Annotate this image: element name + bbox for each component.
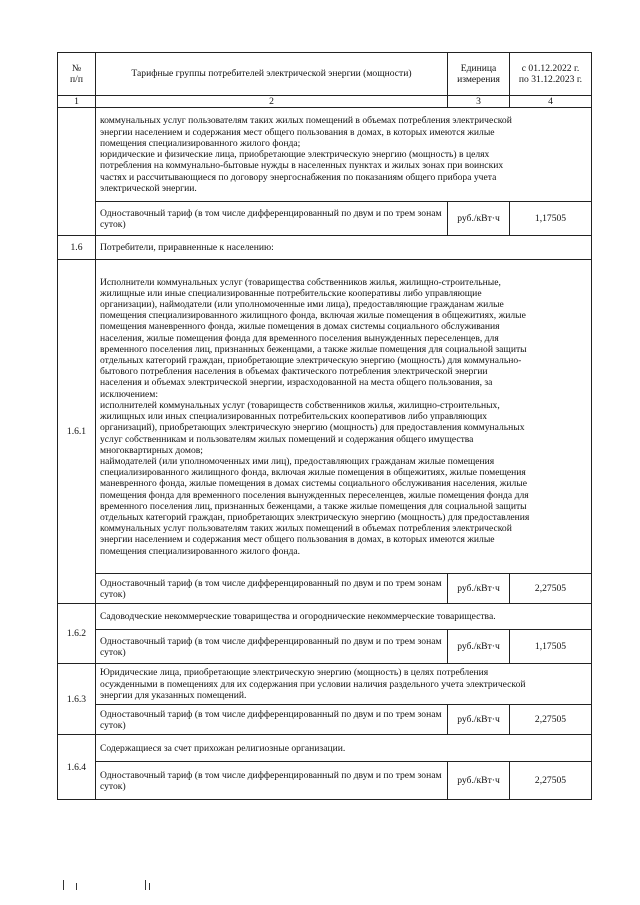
table-row: [58, 574, 592, 604]
column-number: 1: [58, 96, 96, 108]
column-number: 2: [96, 96, 448, 108]
tariff-unit: руб./кВт·ч: [448, 574, 510, 604]
tariff-label: Одноставочный тариф (в том числе дифференцированный по двум и по трем зонам суток): [96, 762, 448, 800]
text-line: отдельных категорий граждан, приобретающих электрическую энергию (мощность) для предоставления: [100, 511, 530, 523]
tariff-value: 1,17505: [510, 202, 592, 236]
table-row: [58, 762, 592, 800]
text-line: исключением:: [100, 388, 158, 400]
text-line: энергии для указанных помещений.: [100, 689, 247, 701]
row-text: [96, 260, 592, 574]
column-numbers-row: [58, 96, 592, 108]
text-line: жилищных или иных специализированных потребительских кооперативов либо управляющих: [100, 411, 488, 423]
table-row: [58, 735, 592, 762]
tariff-table: [57, 52, 592, 800]
column-number: 3: [448, 96, 510, 108]
text-line: Юридические лица, приобретающие электрическую энергию (мощность) в целях потребления: [100, 667, 489, 679]
text-line: временного поселения лиц, признанных беженцами, а также жилые помещения для социальной защиты: [100, 343, 527, 355]
text-line: многоквартирных домов;: [100, 444, 203, 456]
tariff-value: 2,27505: [510, 762, 592, 800]
tariff-label: Одноставочный тариф (в том числе дифференцированный по двум и по трем зонам суток): [96, 705, 448, 735]
text-line: помещения специализированного жилого фонда;: [100, 137, 301, 149]
text-line: организации), наймодатели (или уполномоченные ими лица), предоставляющие гражданам жилые: [100, 299, 504, 311]
table-row: [58, 664, 592, 705]
tariff-label: Одноставочный тариф (в том числе дифференцированный по двум и по трем зонам суток): [96, 202, 448, 236]
row-number: 1.6.1: [58, 260, 96, 604]
row-number: 1.6.4: [58, 735, 96, 800]
text-line: исполнителей коммунальных услуг (товариществ собственников жилья, жилищно-строительных,: [100, 399, 500, 411]
text-line: электрической энергии.: [100, 182, 197, 194]
header-group: Тарифные группы потребителей электрической энергии (мощности): [96, 53, 448, 96]
table-row: [58, 705, 592, 735]
column-number: 4: [510, 96, 592, 108]
text-line: бытового потребления населения в объемах фактического потребления электрической энергии: [100, 366, 488, 378]
text-line: частях и рассчитывающиеся по договору энергоснабжения по показаниям общего прибора учета: [100, 171, 497, 183]
text-line: маневренного фонда, жилые помещения в домах системы социального обслуживания населения, жилые: [100, 478, 527, 490]
tariff-label: Одноставочный тариф (в том числе дифференцированный по двум и по трем зонам суток): [96, 574, 448, 604]
section-title: Потребители, приравненные к населению:: [96, 236, 592, 260]
text-line: услуг собственникам и пользователям жилых помещений и содержания общего имущества: [100, 433, 474, 445]
row-number: 1.6.3: [58, 664, 96, 735]
scan-artifact: [76, 883, 77, 890]
text-lines: [100, 667, 587, 701]
table-row: [58, 630, 592, 664]
text-line: коммунальных услуг пользователям таких жилых помещений в объемах потребления электрической: [100, 523, 512, 535]
text-line: наймодателей (или уполномоченных ими лиц), предоставляющих гражданам жилые помещения: [100, 455, 495, 467]
text-line: юридические и физические лица, приобретающие электрическую энергию (мощность) в целях: [100, 149, 490, 161]
text-line: коммунальных услуг пользователям таких жилых помещений в объемах потребления электрической: [100, 115, 512, 127]
text-line: организаций), приобретающих электрическую энергию (мощность) для предоставления коммунальных: [100, 422, 525, 434]
text-line: помещения маневренного фонда, жилые помещения в домах системы социального обслуживания: [100, 321, 500, 333]
continuation-text: [96, 108, 592, 202]
row-number: 1.6: [58, 236, 96, 260]
table-row: [58, 604, 592, 630]
table-row: [58, 236, 592, 260]
text-line: энергии населением и содержания мест общего пользования в домах, в которых имеются жилые: [100, 534, 495, 546]
scan-artifact: [63, 880, 64, 890]
table-row: [58, 108, 592, 202]
text-lines: [100, 277, 587, 557]
tariff-unit: руб./кВт·ч: [448, 705, 510, 735]
tariff-label: Одноставочный тариф (в том числе дифференцированный по двум и по трем зонам суток): [96, 630, 448, 664]
text-line: специализированного жилищного фонда, включая жилые помещения в общежитиях, жилые помещения: [100, 467, 526, 479]
scan-artifact: [149, 883, 150, 890]
tariff-unit: руб./кВт·ч: [448, 762, 510, 800]
text-line: осужденными в помещениях для их содержания при условии наличия раздельного учета электрической: [100, 678, 526, 690]
tariff-value: 1,17505: [510, 630, 592, 664]
text-line: жилищные или иные специализированные потребительские кооперативы либо управляющие: [100, 287, 482, 299]
text-line: отдельных категорий граждан, приобретающие электрическую энергию (мощность) для коммунально-: [100, 355, 522, 367]
table-row: [58, 202, 592, 236]
row-number: 1.6.2: [58, 604, 96, 664]
text-line: временного поселения лиц, признанных беженцами, а также жилые помещения для социальной защиты: [100, 500, 527, 512]
text-line: Исполнители коммунальных услуг (товарищества собственников жилья, жилищно-строительные,: [100, 276, 501, 288]
row-number: [58, 108, 96, 236]
tariff-value: 2,27505: [510, 574, 592, 604]
row-text: [96, 664, 592, 705]
table-row: [58, 260, 592, 574]
scan-artifact: [145, 880, 146, 890]
tariff-unit: руб./кВт·ч: [448, 202, 510, 236]
text-line: населения, жилые помещения фонда для временного поселения вынужденных переселенцев, для: [100, 332, 499, 344]
tariff-value: 2,27505: [510, 705, 592, 735]
header-unit: Единица измерения: [448, 53, 510, 96]
text-line: помещения фонда для временного поселения вынужденных переселенцев, жилые помещения фонда для: [100, 489, 529, 501]
text-line: населения и объемах электрической энергии, израсходованной на места общего пользования, за: [100, 377, 493, 389]
tariff-unit: руб./кВт·ч: [448, 630, 510, 664]
text-line: помещения специализированного жилищного фонда, включая жилые помещения в общежитиях, жилые: [100, 310, 526, 322]
text-line: энергии населением и содержания мест общего пользования в домах, в которых имеются жилые: [100, 126, 495, 138]
row-text: Садоводческие некоммерческие товарищества и огороднические некоммерческие товарищества.: [96, 604, 592, 630]
text-line: потребления на коммунально-бытовые нужды в населенных пунктах и жилых зонах при воинских: [100, 160, 504, 172]
text-lines: [100, 115, 587, 193]
header-num: № п/п: [58, 53, 96, 96]
row-text: Содержащиеся за счет прихожан религиозные организации.: [96, 735, 592, 762]
header-period: с 01.12.2022 г. по 31.12.2023 г.: [510, 53, 592, 96]
table-header: [58, 53, 592, 96]
text-line: помещения специализированного жилого фонда.: [100, 545, 301, 557]
